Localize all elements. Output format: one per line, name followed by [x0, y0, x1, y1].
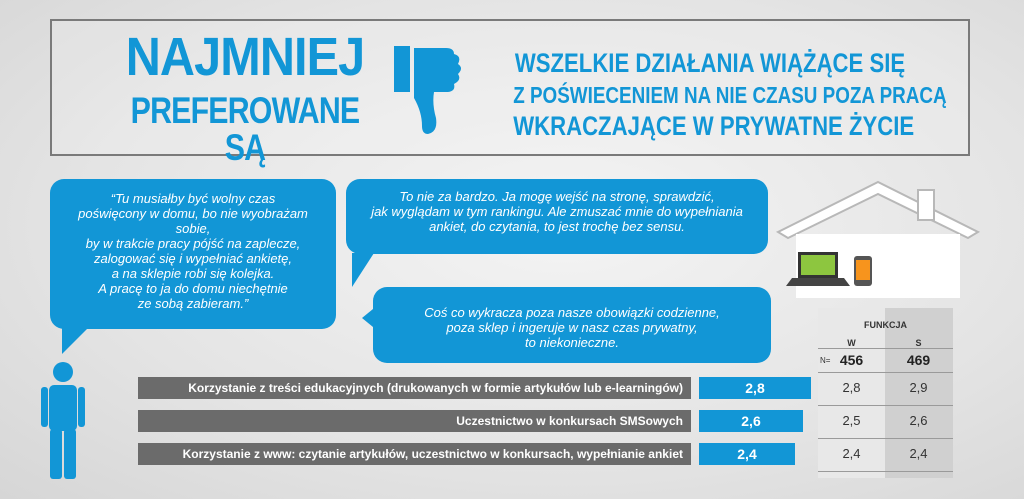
- divider: [818, 438, 953, 439]
- house-icon: [768, 180, 982, 300]
- value-s: 2,4: [909, 446, 928, 461]
- subtitle-line-1: WSZELKIE DZIAŁANIA WIĄŻĄCE SIĘ: [514, 48, 906, 78]
- quote-line: ze sobą zabieram.”: [137, 296, 249, 311]
- chart-category-label: Korzystanie z www: czytanie artykułów, uczestnictwo w konkursach, wypełnianie ankiet: [138, 443, 691, 465]
- quote-line: jak wyglądam w tym rankingu. Ale zmuszać mnie do wypełniania: [371, 204, 743, 219]
- quote-bubble-tail: [352, 253, 374, 287]
- quote-bubble-3: [373, 287, 771, 363]
- quote-line: To nie za bardzo. Ja mogę wejść na stronę, sprawdzić,: [399, 189, 715, 204]
- n-value-w: 456: [839, 352, 864, 368]
- person-icon: [38, 362, 88, 480]
- value-s: 2,6: [909, 413, 928, 428]
- subtitle-line-3: WKRACZAJĄCE W PRYWATNE ŻYCIE: [513, 111, 915, 141]
- quote-bubble-2: [346, 179, 768, 254]
- column-w-header: W: [847, 338, 856, 348]
- divider: [818, 372, 953, 373]
- value-s: 2,9: [909, 380, 928, 395]
- n-label: N=: [820, 356, 831, 365]
- phone-icon: [854, 256, 872, 286]
- divider: [818, 471, 953, 472]
- thumbs-down-icon: [392, 42, 464, 138]
- quote-bubble-1: [50, 179, 336, 329]
- quote-line: A pracę to ja do domu niechętnie: [98, 281, 288, 296]
- value-w: 2,8: [842, 380, 861, 395]
- quote-line: zalogować się i wypełniać ankietę,: [94, 251, 292, 266]
- chart-category-label: Korzystanie z treści edukacyjnych (drukowanych w formie artykułów lub e-learningów): [138, 377, 691, 399]
- value-w: 2,5: [842, 413, 861, 428]
- n-value-s: 469: [906, 352, 931, 368]
- subtitle-line-2: Z POŚWIECENIEM NA NIE CZASU POZA PRACĄ: [513, 82, 947, 108]
- funkcja-header: FUNKCJA: [863, 320, 907, 330]
- divider: [818, 348, 953, 349]
- quote-line: ankiet, do czytania, to jest trochę bez sensu.: [429, 219, 685, 234]
- quote-line: Coś co wykracza poza nasze obowiązki codzienne,: [424, 305, 720, 320]
- quote-bubble-tail: [62, 328, 88, 354]
- quote-line: a na sklepie robi się kolejka.: [111, 266, 275, 281]
- chart-category-label: Uczestnictwo w konkursach SMSowych: [138, 410, 691, 432]
- title-line-1: NAJMNIEJ: [125, 27, 365, 87]
- quote-line: poświęcony w domu, bo nie wyobrażam sobie,: [78, 206, 308, 236]
- chart-bar: 2,6: [699, 410, 803, 432]
- chart-bar: 2,4: [699, 443, 795, 465]
- quote-line: poza sklep i ingeruje w nasz czas prywatny,: [446, 320, 698, 335]
- chart-bar: 2,8: [699, 377, 811, 399]
- value-w: 2,4: [842, 446, 861, 461]
- column-s-header: S: [915, 338, 922, 348]
- quote-line: “Tu musiałby być wolny czas: [110, 191, 276, 206]
- quote-line: by w trakcie pracy pójść na zaplecze,: [85, 236, 301, 251]
- quote-line: to niekonieczne.: [525, 335, 619, 350]
- divider: [818, 405, 953, 406]
- title-line-2: PREFEROWANE SĄ: [130, 90, 360, 168]
